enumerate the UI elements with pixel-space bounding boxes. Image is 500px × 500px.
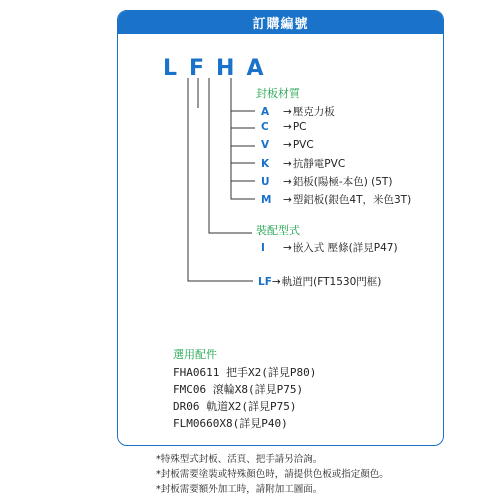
option-desc: 嵌入式 壓條(詳見P47) [292, 242, 398, 254]
arrow-icon: → [283, 139, 292, 151]
footnote: *封板需要塗裝或特殊顏色時，請提供色板或指定顏色。 [156, 469, 389, 480]
accessory-item: FLM0660X8(詳見P40) [173, 417, 288, 430]
option-desc: 塑鋁板(銀色4T，米色3T) [292, 194, 412, 206]
arrow-icon: → [283, 194, 292, 206]
arrow-icon: → [283, 106, 292, 118]
option-panel-material-k [261, 156, 345, 171]
option-panel-material-v [261, 139, 314, 151]
footnote: *封板需要額外加工時，請附加工圖面。 [156, 484, 323, 495]
group-title-assembly: 裝配型式 [256, 224, 300, 237]
option-desc: PVC [292, 139, 314, 151]
option-key: M [261, 194, 272, 206]
accessory-item: FHA0611 把手X2(詳見P80) [173, 366, 317, 379]
arrow-icon: → [283, 158, 292, 170]
arrow-icon: → [283, 242, 292, 254]
option-desc: 壓克力板 [292, 106, 335, 118]
option-desc: PC [292, 121, 307, 133]
accessory-item: FMC06 滾輪X8(詳見P75) [173, 383, 304, 396]
option-key: I [261, 242, 265, 254]
order-code: LFHA [163, 56, 276, 81]
option-desc: 鋁板(陽極-本色) (5T) [292, 176, 393, 188]
option-panel-material-c [261, 121, 306, 133]
option-rail-lf [258, 274, 381, 289]
option-key: LF [258, 276, 272, 288]
group-title-panel-material: 封板材質 [256, 87, 300, 100]
option-panel-material-m [261, 192, 411, 207]
option-key: U [261, 176, 270, 188]
footnote: *特殊型式封板、活頁、把手請另洽詢。 [156, 454, 323, 465]
option-key: V [261, 139, 270, 151]
option-panel-material-u [261, 174, 392, 189]
option-key: A [261, 106, 270, 118]
panel-title: 訂購編號 [118, 11, 443, 34]
option-assembly-i [261, 240, 398, 255]
arrow-icon: → [283, 176, 292, 188]
arrow-icon: → [271, 276, 281, 288]
option-desc: 抗靜電PVC [292, 158, 346, 170]
accessory-item: DR06 軌道X2(詳見P75) [173, 400, 297, 413]
option-desc: 軌道門(FT1530門框) [281, 276, 382, 288]
option-panel-material-a [261, 104, 335, 119]
option-key: C [261, 121, 269, 133]
option-key: K [261, 158, 270, 170]
connector-rail [188, 78, 253, 281]
arrow-icon: → [283, 121, 292, 133]
accessories-title: 選用配件 [173, 348, 217, 361]
